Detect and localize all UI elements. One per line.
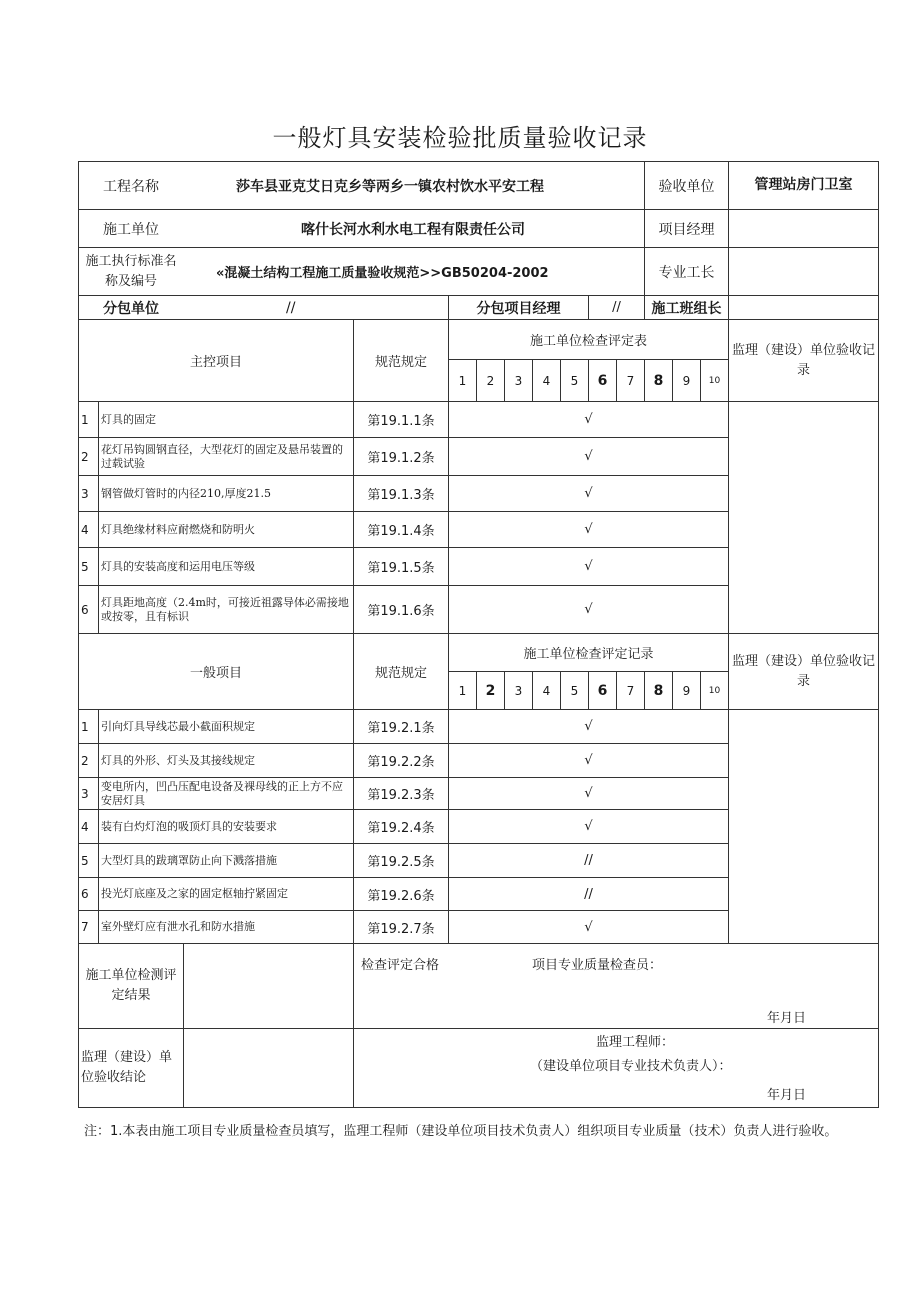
item-description: 引向灯具导线芯最小截面积规定 <box>99 710 354 744</box>
item-clause: 第19.1.2条 <box>354 438 449 476</box>
item-description: 投光灯底座及之家的固定枢轴拧紧固定 <box>99 878 354 911</box>
item-clause: 第19.2.7条 <box>354 911 449 944</box>
item-number: 3 <box>79 778 99 810</box>
item-description: 变电所内，凹凸压配电设备及裸母线的正上方不应安居灯具 <box>99 778 354 810</box>
main-col-4: 4 <box>533 360 561 402</box>
item-number: 1 <box>79 710 99 744</box>
main-section-label: 主控项目 <box>79 320 354 402</box>
item-description: 钢管做灯管时的内径210,厚度21.5 <box>99 476 354 512</box>
main-spec-label: 规范规定 <box>354 320 449 402</box>
foreman-value[interactable] <box>729 248 879 296</box>
item-description: 灯具的外形、灯头及其接线规定 <box>99 744 354 778</box>
item-result[interactable]: √ <box>449 810 729 844</box>
item-number: 2 <box>79 744 99 778</box>
item-number: 4 <box>79 810 99 844</box>
main-supervision-record[interactable] <box>729 402 879 634</box>
general-check-label: 施工单位检查评定记录 <box>449 634 729 672</box>
item-number: 4 <box>79 512 99 548</box>
general-col-3: 3 <box>505 672 533 710</box>
item-clause: 第19.1.6条 <box>354 586 449 634</box>
item-description: 灯具的固定 <box>99 402 354 438</box>
item-clause: 第19.2.4条 <box>354 810 449 844</box>
project-manager-value[interactable] <box>729 210 879 248</box>
general-col-10: 10 <box>701 672 729 710</box>
subcontractor-label: 分包单位 <box>103 300 159 317</box>
header-row-subcontract <box>79 296 879 320</box>
main-col-2: 2 <box>477 360 505 402</box>
pass-text: 检查评定合格 <box>361 958 440 973</box>
header-row-standard <box>79 248 879 296</box>
subcontractor-value[interactable]: // <box>286 299 296 316</box>
supervision-conclusion-row <box>79 1029 879 1108</box>
general-col-8: 8 <box>645 672 673 710</box>
item-clause: 第19.1.3条 <box>354 476 449 512</box>
construction-conclusion-row <box>79 944 879 1029</box>
main-section-header-row <box>79 320 879 360</box>
item-number: 5 <box>79 844 99 878</box>
project-name-label-cell <box>79 162 544 210</box>
general-section-label: 一般项目 <box>79 634 354 710</box>
inspector-label: 项目专业质量检查员： <box>532 958 663 973</box>
general-supervision-label: 监理（建设）单位验收记录 <box>729 634 879 710</box>
item-result[interactable]: √ <box>449 911 729 944</box>
item-number: 1 <box>79 402 99 438</box>
table-row <box>79 710 879 744</box>
item-clause: 第19.2.1条 <box>354 710 449 744</box>
main-col-3: 3 <box>505 360 533 402</box>
main-col-1: 1 <box>449 360 477 402</box>
footnote: 注：1.本表由施工项目专业质量检查员填写，监理工程师（建设单位项目技术负责人）组织项目专业质量（技术）负责人进行验收。 <box>84 1124 838 1139</box>
item-result[interactable]: √ <box>449 586 729 634</box>
item-description: 室外壁灯应有泄水孔和防水措施 <box>99 911 354 944</box>
general-spec-label: 规范规定 <box>354 634 449 710</box>
team-leader-label: 施工班组长 <box>645 296 729 320</box>
item-clause: 第19.2.6条 <box>354 878 449 911</box>
construction-date: 年月日 <box>767 1011 807 1026</box>
project-name-value[interactable]: 莎车县亚克艾日克乡等两乡一镇农村饮水平安工程 <box>236 178 544 195</box>
general-col-5: 5 <box>561 672 589 710</box>
item-number: 2 <box>79 438 99 476</box>
item-result[interactable]: √ <box>449 402 729 438</box>
general-section-header-row <box>79 634 879 672</box>
project-manager-label: 项目经理 <box>645 210 729 248</box>
construction-unit-label: 施工单位 <box>103 221 159 238</box>
item-description: 灯具的安装高度和运用电压等级 <box>99 548 354 586</box>
item-number: 7 <box>79 911 99 944</box>
item-description: 装有白灼灯泡的吸顶灯具的安装要求 <box>99 810 354 844</box>
item-clause: 第19.1.5条 <box>354 548 449 586</box>
main-col-6: 6 <box>589 360 617 402</box>
general-col-1: 1 <box>449 672 477 710</box>
supervision-date: 年月日 <box>767 1088 807 1103</box>
item-description: 花灯吊钩圆钢直径，大型花灯的固定及悬吊装置的过载试验 <box>99 438 354 476</box>
construction-unit-value[interactable]: 喀什长河水利水电工程有限责任公司 <box>301 221 525 238</box>
main-check-label: 施工单位检查评定表 <box>449 320 729 360</box>
supervision-conclusion-cell[interactable] <box>354 1029 879 1108</box>
item-result[interactable]: // <box>449 844 729 878</box>
header-row-project <box>79 162 879 210</box>
general-supervision-record[interactable] <box>729 710 879 944</box>
item-number: 3 <box>79 476 99 512</box>
main-col-5: 5 <box>561 360 589 402</box>
item-description: 灯具距地高度（2.4m时，可接近祖露导体必需接地或按零，且有标识 <box>99 586 354 634</box>
main-col-8: 8 <box>645 360 673 402</box>
table-row <box>79 402 879 438</box>
item-clause: 第19.1.4条 <box>354 512 449 548</box>
item-result[interactable]: √ <box>449 778 729 810</box>
item-result[interactable]: √ <box>449 476 729 512</box>
sub-pm-value[interactable]: // <box>589 296 645 320</box>
general-col-9: 9 <box>673 672 701 710</box>
main-col-10: 10 <box>701 360 729 402</box>
construction-result-label: 施工单位检测评定结果 <box>79 944 184 1028</box>
item-result[interactable]: √ <box>449 438 729 476</box>
item-result[interactable]: √ <box>449 512 729 548</box>
owner-rep-label: （建设单位项目专业技术负责人）： <box>530 1059 732 1074</box>
item-clause: 第19.2.5条 <box>354 844 449 878</box>
item-clause: 第19.1.1条 <box>354 402 449 438</box>
item-description: 大型灯具的跋璃罩防止向下溅落措施 <box>99 844 354 878</box>
general-col-4: 4 <box>533 672 561 710</box>
acceptance-form-table <box>78 161 879 1108</box>
sub-pm-label: 分包项目经理 <box>449 296 589 320</box>
foreman-label: 专业工长 <box>645 248 729 296</box>
item-result[interactable]: // <box>449 878 729 911</box>
supervision-conclusion-label: 监理（建设）单位验收结论 <box>79 1029 184 1107</box>
general-col-7: 7 <box>617 672 645 710</box>
standard-value[interactable]: «混凝土结构工程施工质量验收规范>>GB50204-2002 <box>216 266 549 281</box>
item-number: 6 <box>79 586 99 634</box>
construction-result-cell[interactable] <box>354 944 879 1029</box>
general-col-2: 2 <box>477 672 505 710</box>
supervising-engineer-label: 监理工程师： <box>596 1035 675 1050</box>
general-col-6: 6 <box>589 672 617 710</box>
acceptance-unit-label: 验收单位 <box>645 162 729 210</box>
main-supervision-label: 监理（建设）单位验收记录 <box>729 320 879 402</box>
project-name-label: 工程名称 <box>103 178 159 195</box>
item-description: 灯具绝缘材料应耐燃烧和防明火 <box>99 512 354 548</box>
team-leader-value[interactable] <box>729 296 879 320</box>
header-row-construction <box>79 210 879 248</box>
page-title: 一般灯具安装检验批质量验收记录 <box>272 124 648 152</box>
main-col-9: 9 <box>673 360 701 402</box>
acceptance-unit-value[interactable]: 管理站房门卫室 <box>729 162 879 210</box>
standard-label: 施工执行标准名称及编号 <box>85 253 177 289</box>
main-col-7: 7 <box>617 360 645 402</box>
item-clause: 第19.2.2条 <box>354 744 449 778</box>
item-number: 6 <box>79 878 99 911</box>
item-clause: 第19.2.3条 <box>354 778 449 810</box>
item-result[interactable]: √ <box>449 548 729 586</box>
item-result[interactable]: √ <box>449 710 729 744</box>
item-number: 5 <box>79 548 99 586</box>
item-result[interactable]: √ <box>449 744 729 778</box>
